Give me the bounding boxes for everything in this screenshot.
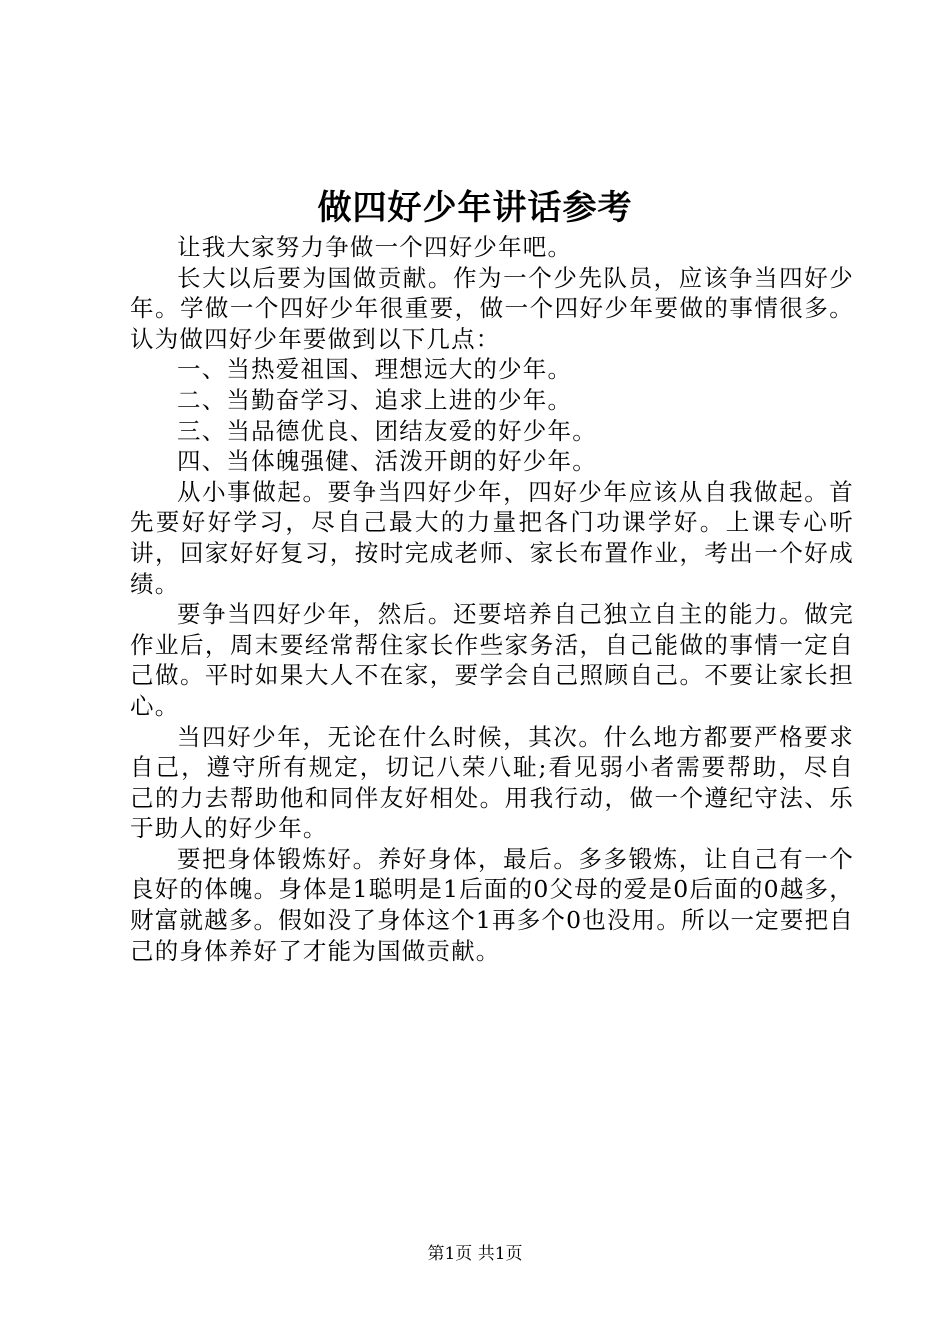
paragraph-3: 一、当热爱祖国、理想远大的少年。: [177, 355, 573, 384]
page-footer: 第1页 共1页: [427, 1244, 523, 1264]
paragraph-2: 长大以后要为国做贡献。作为一个少先队员，应该争当四好少年。学做一个四好少年很重要，做一个四好少年要做的事情很多。认为做四好少年要做到以下几点：: [130, 263, 854, 353]
paragraph-4: 二、当勤奋学习、追求上进的少年。: [177, 385, 573, 414]
paragraph-7: 从小事做起。要争当四好少年，四好少年应该从自我做起。首先要好好学习，尽自己最大的力量把各门功课学好。上课专心听讲，回家好好复习，按时完成老师、家长布置作业，考出一个好成绩。: [130, 477, 854, 598]
document-body: [130, 232, 854, 966]
paragraph-10: 要把身体锻炼好。养好身体，最后。多多锻炼，让自己有一个良好的体魄。身体是1聪明是1后面的0父母的爱是0后面的0越多，财富就越多。假如没了身体这个1再多个0也没用。所以一定要把自己的身体养好了才能为国做贡献。: [130, 844, 854, 965]
paragraph-6: 四、当体魄强健、活泼开朗的好少年。: [177, 447, 597, 476]
paragraph-9: 当四好少年，无论在什么时候，其次。什么地方都要严格要求自己，遵守所有规定，切记八荣八耻;看见弱小者需要帮助，尽自己的力去帮助他和同伴友好相处。用我行动，做一个遵纪守法、乐于助人的好少年。: [130, 722, 854, 843]
paragraph-5: 三、当品德优良、团结友爱的好少年。: [177, 416, 597, 445]
paragraph-1: 让我大家努力争做一个四好少年吧。: [177, 233, 573, 261]
document-title: 做四好少年讲话参考: [317, 188, 633, 228]
paragraph-8: 要争当四好少年，然后。还要培养自己独立自主的能力。做完作业后，周末要经常帮住家长作些家务活，自己能做的事情一定自己做。平时如果大人不在家，要学会自己照顾自己。不要让家长担心。: [130, 600, 854, 720]
